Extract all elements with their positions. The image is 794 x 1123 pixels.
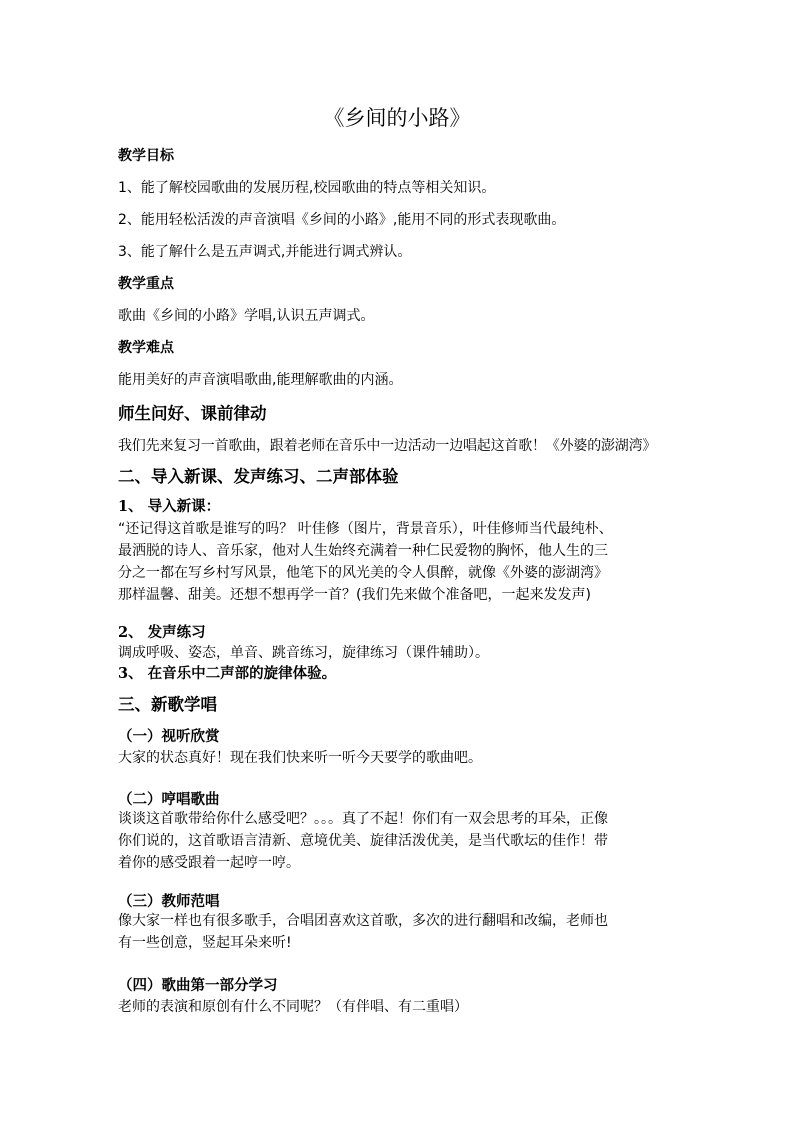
section3-part1-heading: （一）视听欣赏 <box>118 728 220 745</box>
section3-part2-body <box>118 808 688 874</box>
section3-heading: 三、新歌学唱 <box>118 695 217 714</box>
section3-part3-heading: （三）教师范唱 <box>118 893 220 910</box>
section2-sub1-heading: 1、 导入新课： <box>118 498 221 515</box>
section1-heading: 师生问好、课前律动 <box>118 404 267 423</box>
section2-heading: 二、导入新课、发声练习、二声部体验 <box>118 467 399 486</box>
body-line: 有一些创意，竖起耳朵来听! <box>118 935 292 951</box>
difficulty-heading: 教学难点 <box>118 340 174 356</box>
body-line: 着你的感受跟着一起哼一哼。 <box>118 855 300 871</box>
section2-sub2-text: 调成呼吸、姿态，单音、跳音练习，旋律练习（课件辅助）。 <box>118 645 489 661</box>
difficulty-text: 能用美好的声音演唱歌曲,能理解歌曲的内涵。 <box>118 372 403 388</box>
section3-part4-body <box>118 996 688 1018</box>
body-line: 分之一都在写乡村写风景，他笔下的风光美的令人俱醉，就像《外婆的澎湖湾》 <box>118 565 608 581</box>
section3-part3-body <box>118 910 688 954</box>
key-points-heading: 教学重点 <box>118 276 174 292</box>
key-points-text: 歌曲《乡间的小路》学唱,认识五声调式。 <box>118 308 375 324</box>
goals-heading: 教学目标 <box>118 148 174 164</box>
body-line: 那样温馨、甜美。还想不想再学一首？(我们先来做个准备吧，一起来发发声) <box>118 587 591 603</box>
body-line: 最洒脱的诗人、音乐家，他对人生始终充满着一种仁民爱物的胸怀，他人生的三 <box>118 543 608 559</box>
section2-sub1-body <box>118 518 688 606</box>
section3-part1-body <box>118 747 688 769</box>
goal-item: 1、能了解校园歌曲的发展历程,校园歌曲的特点等相关知识。 <box>118 180 496 196</box>
section1-text: 我们先来复习一首歌曲，跟着老师在音乐中一边活动一边唱起这首歌！《外婆的澎湖湾》 <box>118 438 657 454</box>
body-line: 大家的状态真好！现在我们快来听一听今天要学的歌曲吧。 <box>118 750 482 766</box>
section3-part2-heading: （二）哼唱歌曲 <box>118 791 220 808</box>
section2-sub2-heading: 2、 发声练习 <box>118 624 206 641</box>
body-line: 老师的表演和原创有什么不同呢？（有伴唱、有二重唱） <box>118 999 468 1015</box>
body-line: 谈谈这首歌带给你什么感受吧？。。。真了不起！你们有一双会思考的耳朵，正像 <box>118 811 608 827</box>
body-line: 你们说的，这首歌语言清新、意境优美、旋律活泼优美，是当代歌坛的佳作！带 <box>118 833 608 849</box>
body-line: 像大家一样也有很多歌手，合唱团喜欢这首歌，多次的进行翻唱和改编，老师也 <box>118 913 608 929</box>
goal-item: 3、能了解什么是五声调式,并能进行调式辨认。 <box>118 244 412 260</box>
section3-part4-heading: （四）歌曲第一部分学习 <box>118 977 278 994</box>
goal-item: 2、能用轻松活泼的声音演唱《乡间的小路》,能用不同的形式表现歌曲。 <box>118 212 566 228</box>
section2-sub3-heading: 3、 在音乐中二声部的旋律体验。 <box>118 665 337 682</box>
body-line: “还记得这首歌是谁写的吗？ 叶佳修（图片，背景音乐），叶佳修师当代最纯朴、 <box>118 521 613 537</box>
document-title: 《乡间的小路》 <box>323 106 471 130</box>
